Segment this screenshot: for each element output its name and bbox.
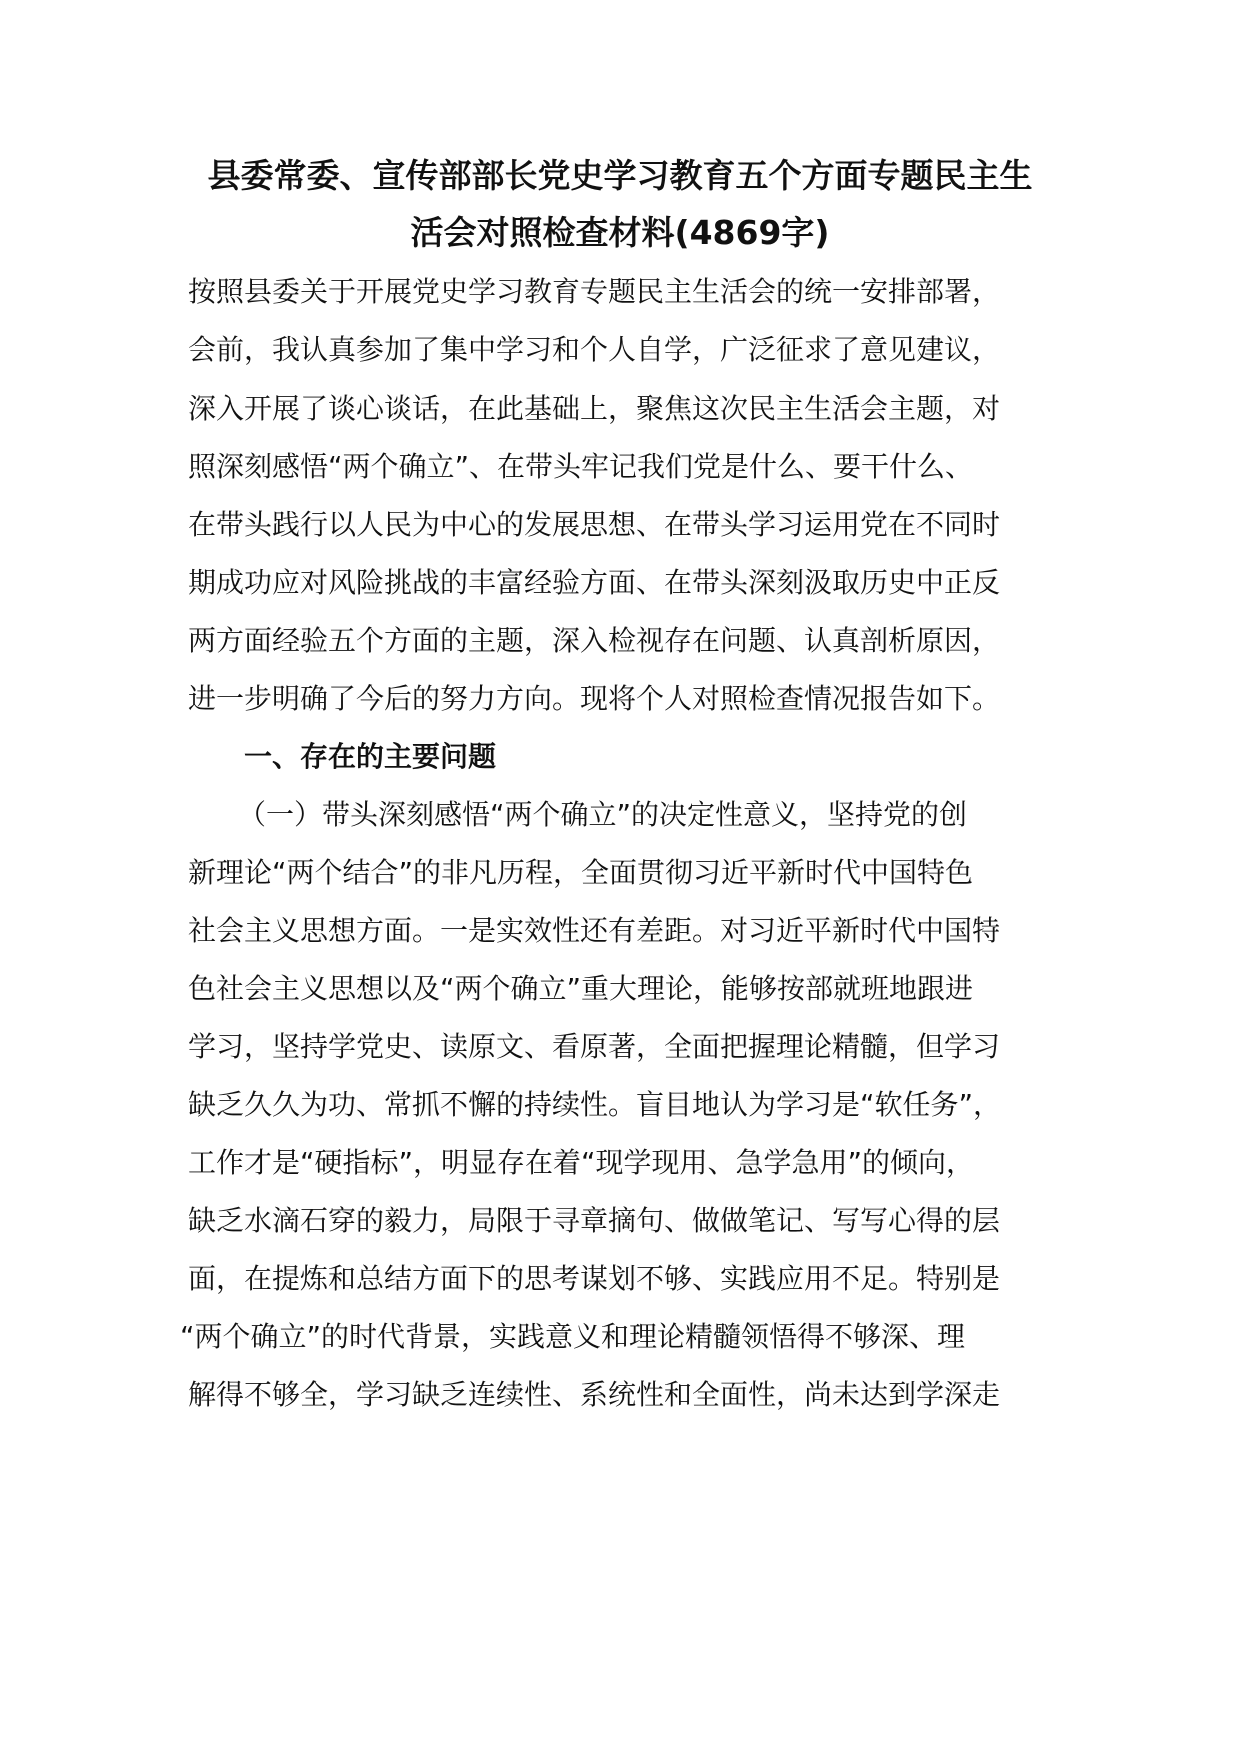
body-line: （一）带头深刻感悟“两个确立”的决定性意义，坚持党的创: [238, 798, 968, 831]
body-line: 新理论“两个结合”的非凡历程，全面贯彻习近平新时代中国特色: [188, 856, 974, 889]
body-line: 会前，我认真参加了集中学习和个人自学，广泛征求了意见建议，: [188, 333, 1001, 366]
body-line: 社会主义思想方面。一是实效性还有差距。对习近平新时代中国特: [188, 914, 1001, 947]
document-title-line-1: 县委常委、宣传部部长党史学习教育五个方面专题民主生: [207, 156, 1033, 195]
body-line: 缺乏久久为功、常抓不懈的持续性。盲目地认为学习是“软任务”，: [188, 1088, 1002, 1121]
body-line: 工作才是“硬指标”，明显存在着“现学现用、急学急用”的倾向，: [188, 1146, 975, 1179]
body-line: 期成功应对风险挑战的丰富经验方面、在带头深刻汲取历史中正反: [188, 566, 1001, 599]
body-line: 解得不够全，学习缺乏连续性、系统性和全面性，尚未达到学深走: [188, 1378, 1001, 1411]
body-line: 深入开展了谈心谈话，在此基础上，聚焦这次民主生活会主题，对: [188, 392, 1001, 425]
body-line: “两个确立”的时代背景，实践意义和理论精髓领悟得不够深、理: [180, 1320, 966, 1353]
body-line: 两方面经验五个方面的主题，深入检视存在问题、认真剖析原因，: [188, 624, 1001, 657]
body-line: 学习，坚持学党史、读原文、看原著，全面把握理论精髓，但学习: [188, 1030, 1001, 1063]
section-heading: 一、存在的主要问题: [244, 740, 497, 773]
body-line: 面，在提炼和总结方面下的思考谋划不够、实践应用不足。特别是: [188, 1262, 1001, 1295]
body-line: 在带头践行以人民为中心的发展思想、在带头学习运用党在不同时: [188, 508, 1001, 541]
body-line: 缺乏水滴石穿的毅力，局限于寻章摘句、做做笔记、写写心得的层: [188, 1204, 1001, 1237]
body-line: 按照县委关于开展党史学习教育专题民主生活会的统一安排部署，: [188, 275, 1001, 308]
document-title-line-2: 活会对照检查材料(4869字): [410, 213, 830, 252]
body-line: 照深刻感悟“两个确立”、在带头牢记我们党是什么、要干什么、: [188, 450, 974, 483]
body-line: 色社会主义思想以及“两个确立”重大理论，能够按部就班地跟进: [188, 972, 974, 1005]
body-line: 进一步明确了今后的努力方向。现将个人对照检查情况报告如下。: [188, 682, 1001, 715]
